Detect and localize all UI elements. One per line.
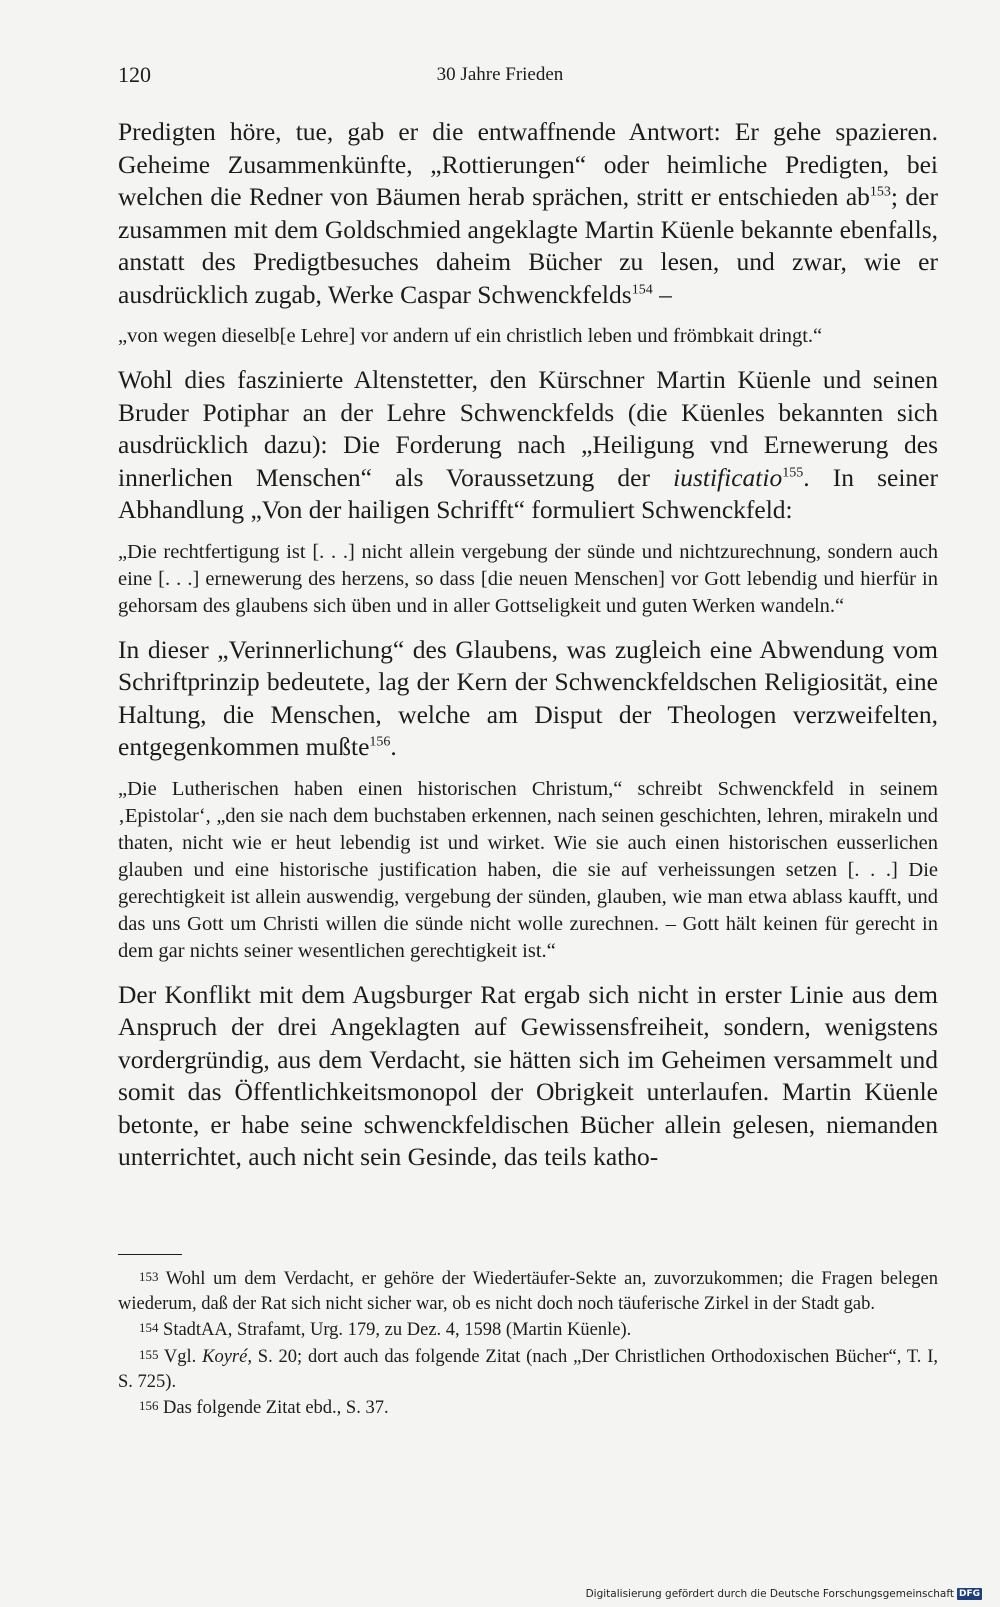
digitization-credit [586, 1588, 982, 1600]
footnotes [118, 1265, 938, 1421]
paragraph-2: Wohl dies faszinierte Altenstetter, den Kürschner Martin Küenle und seinen Bruder Potiphar an der Lehre Schwenckfelds (die Küenles bekannten sich ausdrücklich dazu): Die Forderung nach „Heiligung vnd Ernewerung des innerlichen Menschen“ als Voraussetzung der iustificatio$^{155}$. In seiner Abhandlung „Von der hailigen Schrifft“ formuliert Schwenckfeld: [118, 365, 938, 524]
paragraph-3: In dieser „Verinnerlichung“ des Glaubens, was zugleich eine Abwendung vom Schriftprinzip bedeutete, lag der Kern der Schwenckfeldschen Religiosität, eine Haltung, die Menschen, welche am Disput der Theologen verzweifelten, entgegenkommen mußte$^{156}$. [118, 634, 938, 761]
block-quote-3: „Die Lutherischen haben einen historischen Christum,“ schreibt Schwenckfeld in seinem ‚Epistolar‘, „den sie nach dem buchstaben erkennen, nach seinen geschichten, lehren, mirakeln und thaten, nicht wie er heut lebendig ist und wirket. Wie sie auch einen historischen eusserlichen glauben und eine historische justification haben, die sie auf verheissungen setzen [. . .] Die gerechtigkeit ist allein auswendig, vergebung der sünden, glauben, wie man etwa ablass kaufft, und das uns Gott um Christi willen die sünde nicht wolle zurechnen. – Gott hält keinen für gerecht in dem gar nichts seiner wesentlichen gerechtigkeit ist.“ [118, 777, 938, 962]
paragraph-1: Predigten höre, tue, gab er die entwaffnende Antwort: Er gehe spazieren. Geheime Zusammenkünfte, „Rottierungen“ oder heimliche Predigten, bei welchen die Redner von Bäumen herab sprächen, stritt er entschieden $ab^{153}$; der zusammen mit dem Goldschmied angeklagte Martin Küenle bekannte ebenfalls, anstatt des Predigtbesuches daheim Bücher zu lesen, und zwar, wie er ausdrücklich zugab, Werke Caspar Schwenckfelds$^{154}$ – [118, 117, 938, 309]
footnote-156: 156 Das folgende Zitat ebd., S. 37. [139, 1398, 389, 1419]
dfg-logo-icon: DFG [958, 1589, 980, 1599]
main-text [118, 116, 938, 1174]
footnote-ref-156[interactable]: 156 [369, 734, 391, 750]
footnote-ref-154[interactable]: 154 [631, 282, 653, 297]
footnote-rule [118, 1254, 182, 1255]
footnote-155: 155 Vgl. Koyré, S. 20; dort auch das folgende Zitat (nach „Der Christlichen Orthodoxischen Bücher“, T. I, S. 725). [118, 1346, 939, 1392]
block-quote-2: „Die rechtfertigung ist [. . .] nicht allein vergebung der sünde und nichtzurechnung, sondern auch eine [. . .] ernewerung des herzens, so dass [die neuen Menschen] vor Gott lebendig und hierfür in gehorsam des glaubens sich üben und in aller Gottseligkeit und guten Werken wandeln.“ [118, 540, 938, 617]
footnote-153: 153 Wohl um dem Verdacht, er gehöre der Wiedertäufer-Sekte an, zuvorzukommen; die Fragen belegen wiederum, daß der Rat sich nicht sicher war, ob es nicht doch noch täuferische Zirkel in der Stadt gab. [118, 1269, 938, 1314]
page-number: 120 [118, 62, 151, 87]
credit-text: Digitalisierung gefördert durch die Deutsche Forschungsgemeinschaft [585, 1588, 954, 1600]
block-quote-1: „von wegen dieselb[e Lehre] vor andern uf ein christlich leben und frömbkait dringt.“ [118, 325, 823, 347]
footnote-154: 154 StadtAA, Strafamt, Urg. 179, zu Dez. 4, 1598 (Martin Küenle). [139, 1320, 632, 1341]
running-title: 30 Jahre Frieden [436, 64, 564, 85]
paragraph-4: Der Konflikt mit dem Augsburger Rat ergab sich nicht in erster Linie aus dem Anspruch der drei Angeklagten auf Gewissensfreiheit, sondern, wenigstens vordergründig, aus dem Verdacht, sie hätten sich im Geheimen versammelt und somit das Öffentlichkeitsmonopol der Obrigkeit unterlaufen. Martin Küenle betonte, er habe seine schwenckfeldischen Bücher allein gelesen, niemanden unterrichtet, auch nicht sein Gesinde, das teils katho- [118, 979, 938, 1171]
footnote-ref-153[interactable]: 153 [869, 184, 891, 200]
footnote-ref-155[interactable]: 155 [782, 465, 804, 480]
